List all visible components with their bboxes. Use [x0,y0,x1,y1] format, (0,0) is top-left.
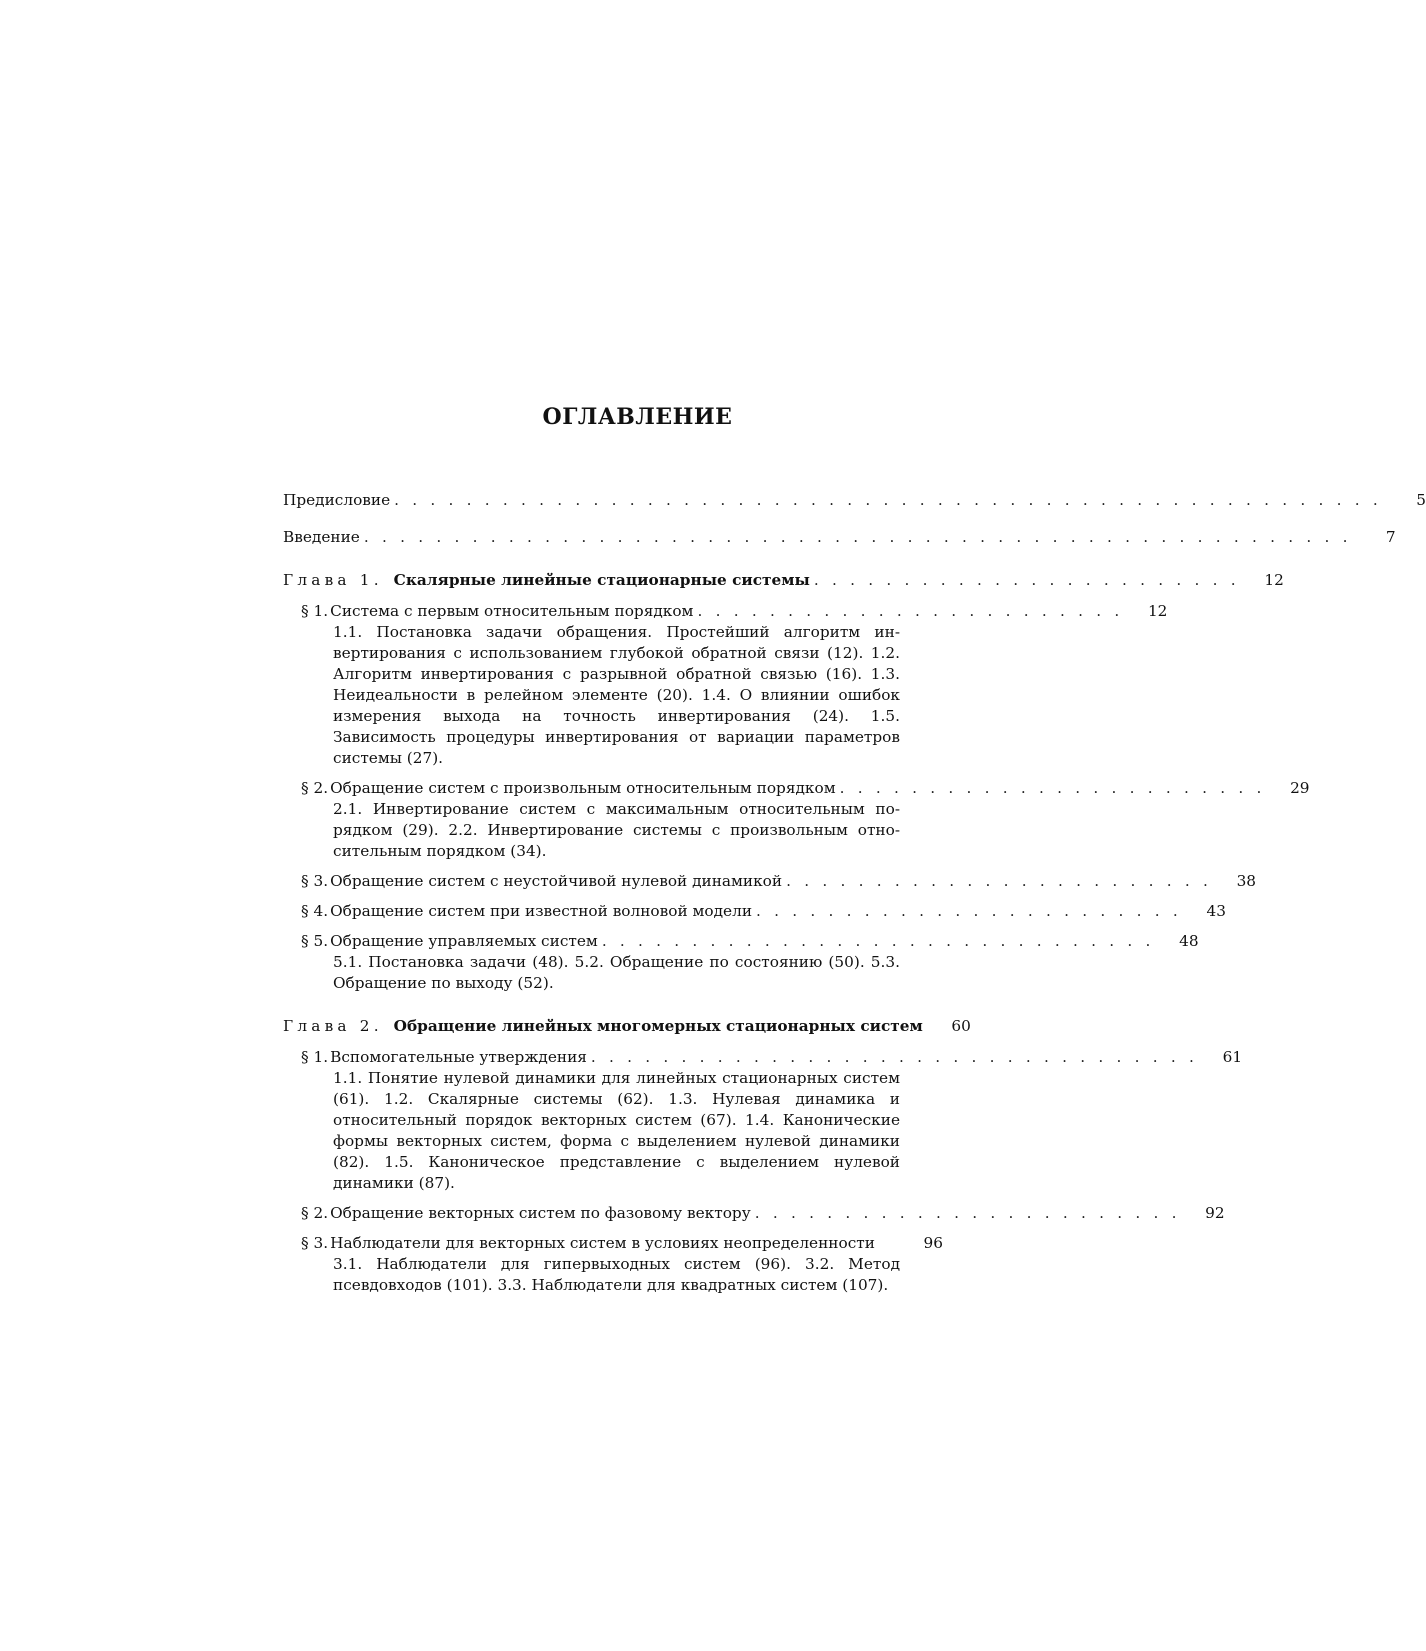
subsection-list: 1.1. Понятие нулевой динамики для линейных стационарных систем (61). 1.2. Скалярные системы (62). 1.3. Нулевая динамика и относительный порядок векторных систем (67). 1.4. Канонические формы векторных систем, форма с выделением нулевой динамики (82). 1.5. Каноническое представление с выделением нулевой динамики (87). [333,1069,900,1192]
chapter-name: Обращение линейных многомерных стационарных систем [393,1017,923,1035]
toc-entry-introduction[interactable] [283,527,1396,548]
page-number: 12 [1264,571,1284,589]
leader-dots: . . . . . . . . . . . . . . . . . . . . . . . . . . . . . . . [601,932,1155,950]
section-label: Обращение систем при известной волновой модели [330,902,753,920]
page-number: 5 [1416,491,1426,509]
section-entry[interactable] [301,1203,1225,1224]
leader-dots: . . . . . . . . . . . . . . . . . . . . . . . . . . . . . . . . . . [590,1048,1199,1066]
section-entry[interactable] [301,931,1199,994]
subsection-list: 5.1. Постановка задачи (48). 5.2. Обращение по состоянию (50). 5.3. Обращение по выходу (52). [333,953,900,992]
table-of-contents [283,490,1426,1305]
subsection-list: 2.1. Инвертирование систем с максимальным относительным порядком (29). 2.2. Инвертирование системы с произвольным относительным порядком (34). [333,800,900,860]
chapter-1 [283,570,1310,994]
section-entry[interactable] [301,601,1168,769]
chapter-2 [283,1016,1243,1296]
page-title: ОГЛАВЛЕНИЕ [542,404,733,430]
toc-entry-label: Введение [283,528,360,546]
section-entry[interactable] [301,1233,943,1296]
section-number: § 2. [301,779,329,797]
page-number: 92 [1205,1204,1225,1222]
page-number: 48 [1179,932,1199,950]
section-number: § 4. [301,902,329,920]
chapter-heading[interactable] [283,570,1284,591]
leader-dots: . . . . . . . . . . . . . . . . . . . . . . . . [813,571,1240,589]
section-entry[interactable] [301,778,1310,862]
section-entry[interactable] [301,1047,1243,1194]
leader-dots: . . . . . . . . . . . . . . . . . . . . . . . . [754,1204,1181,1222]
page-number: 29 [1290,779,1310,797]
leader-dots: . . . . . . . . . . . . . . . . . . . . . . . . [839,779,1266,797]
leader-dots: . . . . . . . . . . . . . . . . . . . . . . . . [756,902,1182,920]
section-label: Обращение управляемых систем [330,932,598,950]
subsection-list: 3.1. Наблюдатели для гипервыходных систем (96). 3.2. Метод псевдовходов (101). 3.3. Наблюдатели для квадратных систем (107). [333,1255,900,1294]
chapter-prefix: Глава 1. [283,571,383,589]
chapter-heading[interactable] [283,1016,971,1037]
section-label: Наблюдатели для векторных систем в условиях неопределенности [330,1234,875,1252]
section-number: § 1. [301,602,329,620]
chapter-prefix: Глава 2. [283,1017,383,1035]
toc-entry-label: Предисловие [283,491,391,509]
page-number: 43 [1206,902,1226,920]
page-number: 12 [1147,602,1168,620]
toc-entry-preface[interactable] [283,490,1426,511]
section-label: Обращение систем с неустойчивой нулевой динамикой [330,872,783,890]
section-number: § 1. [301,1048,329,1066]
section-label: Обращение систем с произвольным относительным порядком [330,779,836,797]
leader-dots: . . . . . . . . . . . . . . . . . . . . . . . . [786,872,1213,890]
page-number: 7 [1385,528,1396,546]
section-number: § 5. [301,932,329,950]
subsection-list: 1.1. Постановка задачи обращения. Простейший алгоритм инвертирования с использованием глубокой обратной связи (12). 1.2. Алгоритм инвертирования с разрывной обратной связью (16). 1.3. Неидеальности в релейном элементе (20). 1.4. О влиянии ошибок измерения выхода на точность инвертирования (24). 1.5. Зависимость процедуры инвертирования от вариации параметров системы (27). [333,623,900,767]
section-number: § 2. [301,1204,329,1222]
leader-dots: . . . . . . . . . . . . . . . . . . . . . . . . . . . . . . . . . . . . . . . . . . . . . . . . . . . . . . . [394,491,1382,509]
section-label: Система с первым относительным порядком [330,602,694,620]
section-number: § 3. [301,872,329,890]
section-entry[interactable] [301,901,1226,922]
section-number: § 3. [301,1234,329,1252]
page-number: 96 [923,1234,943,1252]
page-number: 61 [1222,1048,1243,1066]
page-number: 60 [951,1017,971,1035]
leader-dots: . . . . . . . . . . . . . . . . . . . . . . . . . . . . . . . . . . . . . . . . . . . . . . . . . . . . . . . [363,528,1352,546]
page-number: 38 [1236,872,1257,890]
section-entry[interactable] [301,871,1257,892]
section-label: Обращение векторных систем по фазовому вектору [330,1204,751,1222]
chapter-name: Скалярные линейные стационарные системы [393,571,810,589]
section-label: Вспомогательные утверждения [330,1048,587,1066]
leader-dots: . . . . . . . . . . . . . . . . . . . . . . . . [697,602,1124,620]
